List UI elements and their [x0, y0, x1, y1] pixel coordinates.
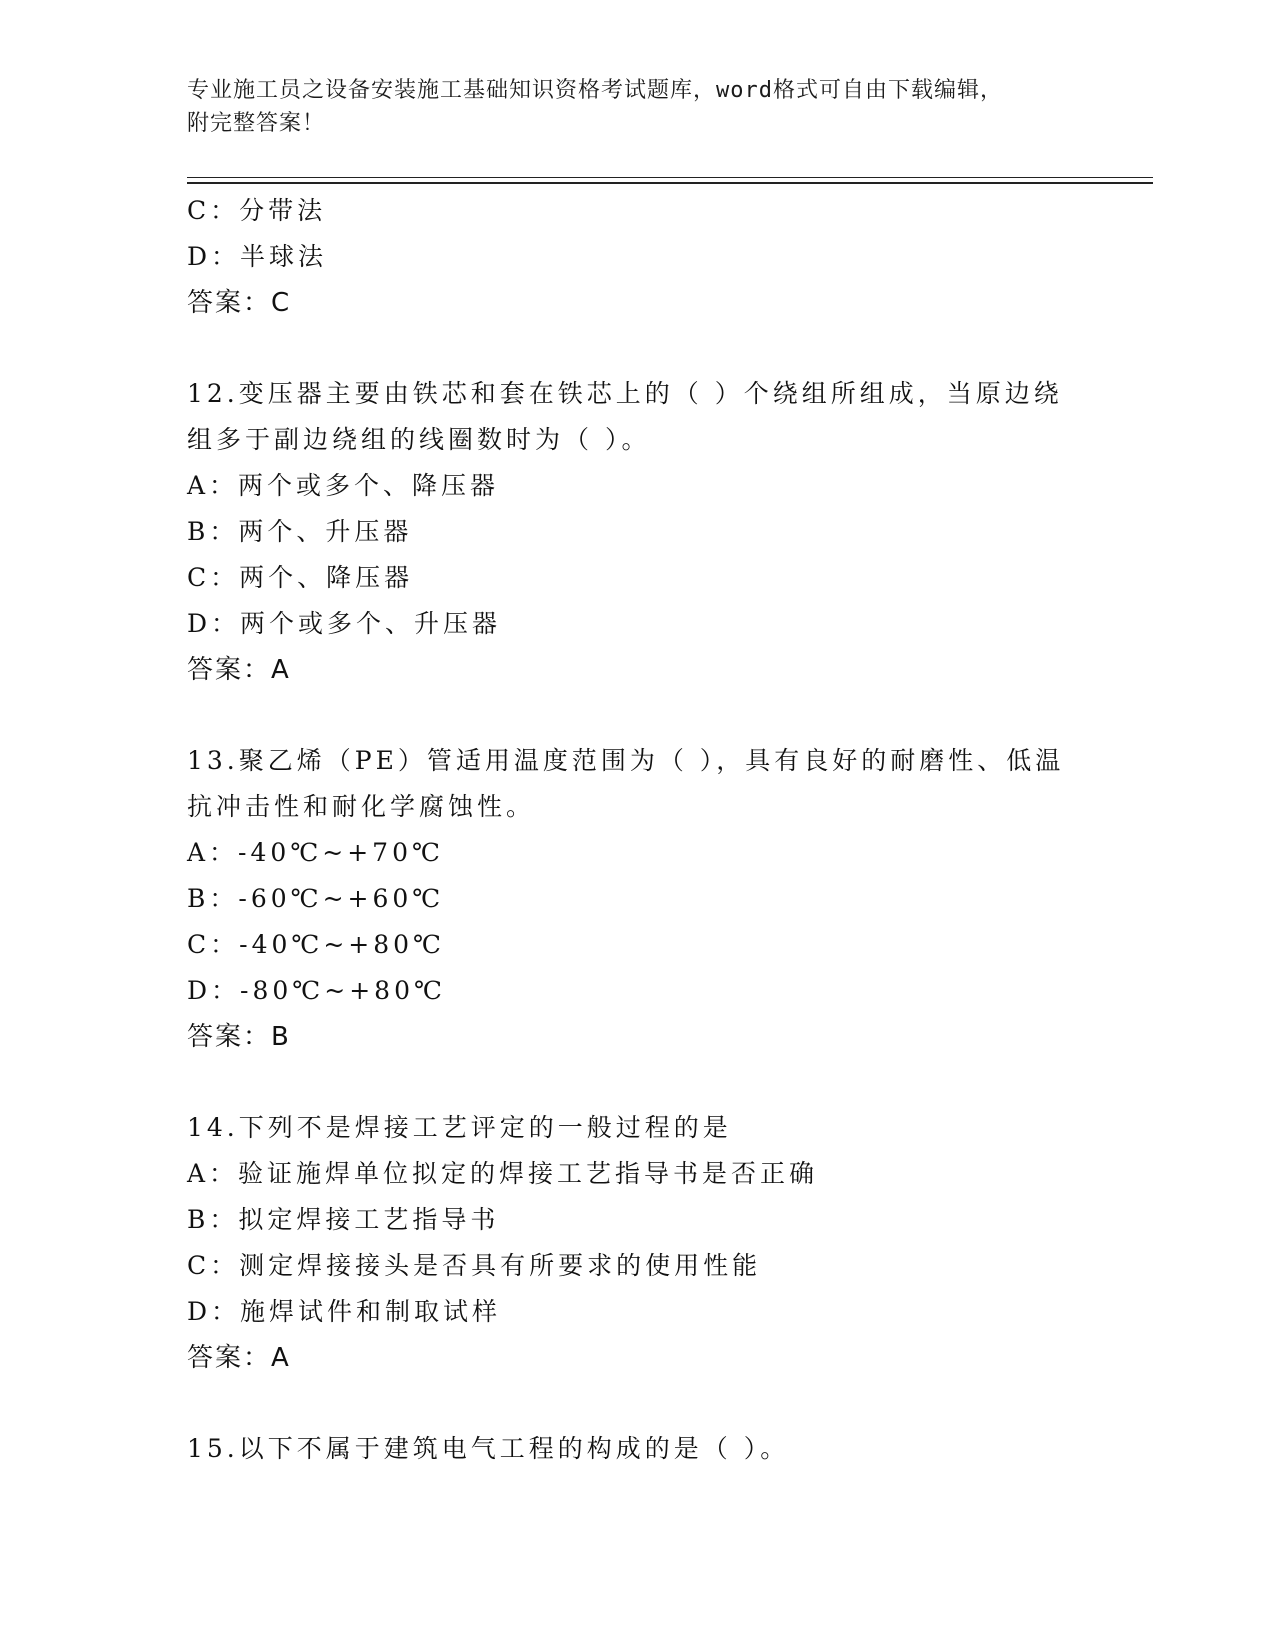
answer-line: 答案：C — [187, 288, 292, 318]
question-stem-line-2: 抗冲击性和耐化学腐蚀性。 — [187, 792, 536, 821]
question-stem-line-1: 14.下列不是焊接工艺评定的一般过程的是 — [187, 1113, 732, 1142]
header-line-1: 专业施工员之设备安装施工基础知识资格考试题库，word格式可自由下载编辑， — [187, 78, 1003, 103]
option-d: D：施焊试件和制取试样 — [187, 1297, 502, 1326]
option-b: B：拟定焊接工艺指导书 — [187, 1205, 500, 1234]
header-divider-thick — [187, 182, 1153, 184]
option-b: B：两个、升压器 — [187, 517, 413, 546]
option-a: A：验证施焊单位拟定的焊接工艺指导书是否正确 — [187, 1159, 819, 1188]
answer-line: 答案：A — [187, 1343, 291, 1373]
option-a: A：-40℃~+70℃ — [187, 838, 444, 867]
answer-line: 答案：B — [187, 1022, 291, 1052]
option-c: C：两个、降压器 — [187, 563, 414, 592]
question-11 — [187, 188, 1127, 326]
option-b: B：-60℃~+60℃ — [187, 884, 445, 913]
question-stem-line-1: 13.聚乙烯（PE）管适用温度范围为（ ），具有良好的耐磨性、低温 — [187, 746, 1065, 775]
option-d: D：两个或多个、升压器 — [187, 609, 502, 638]
question-stem-line-1: 12.变压器主要由铁芯和套在铁芯上的（ ）个绕组所组成，当原边绕 — [187, 379, 1063, 408]
option-a: A：两个或多个、降压器 — [187, 471, 500, 500]
option-d: D：-80℃~+80℃ — [187, 976, 446, 1005]
question-list — [187, 188, 1127, 1472]
question-13 — [187, 738, 1127, 1060]
question-14 — [187, 1105, 1127, 1381]
option-c: C：-40℃~+80℃ — [187, 930, 446, 959]
question-stem-line-1: 15.以下不属于建筑电气工程的构成的是（ ）。 — [187, 1434, 790, 1463]
question-12 — [187, 371, 1127, 693]
answer-line: 答案：A — [187, 655, 291, 685]
page-header — [187, 74, 1087, 140]
question-stem-line-2: 组多于副边绕组的线圈数时为（ ）。 — [187, 425, 651, 454]
question-15 — [187, 1426, 1127, 1472]
header-divider-thin — [187, 177, 1153, 178]
option-c: C：测定焊接接头是否具有所要求的使用性能 — [187, 1251, 762, 1280]
option-c: C：分带法 — [187, 196, 327, 225]
option-d: D：半球法 — [187, 242, 328, 271]
header-line-2: 附完整答案！ — [187, 111, 326, 136]
